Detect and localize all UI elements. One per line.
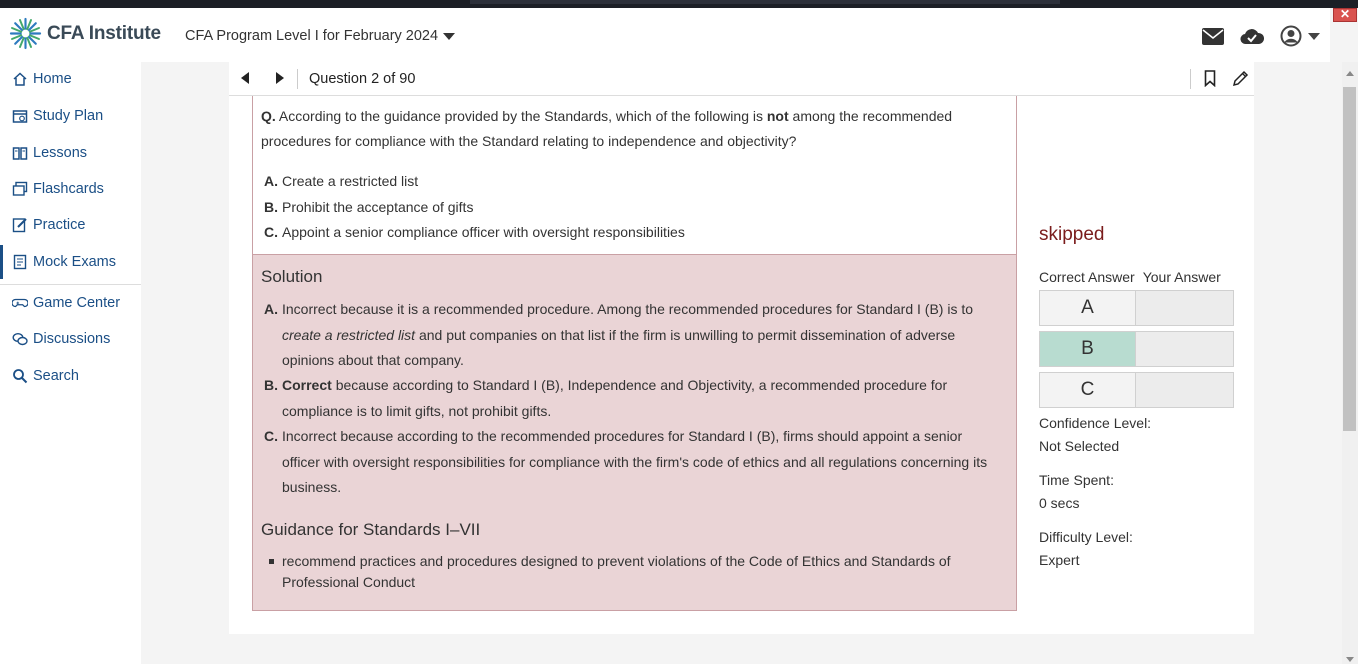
bookmark-icon[interactable]	[1204, 70, 1216, 87]
choice-letter: B.	[264, 199, 278, 215]
toolbar-divider	[297, 69, 298, 89]
choice-text: Create a restricted list	[282, 173, 419, 189]
choice-text: Appoint a senior compliance officer with oversight responsibilities	[282, 224, 685, 240]
question-toolbar	[229, 62, 1254, 96]
question-text	[261, 104, 1001, 154]
guidance-bullet	[269, 551, 989, 593]
meta-value: Not Selected	[1039, 438, 1120, 454]
scrollbar-thumb[interactable]	[1343, 87, 1356, 431]
correct-answer-cell: C	[1039, 372, 1136, 408]
search-icon	[12, 368, 28, 384]
sidebar-item-label: Discussions	[33, 331, 111, 347]
sidebar-item-search[interactable]	[0, 359, 141, 393]
brand-name: CFA Institute	[47, 22, 161, 44]
question-text-part: among the recommended procedures for compliance with the Standard relating to independence and objectivity?	[261, 108, 953, 149]
solution-title: Solution	[261, 267, 323, 286]
pencil-icon[interactable]	[1232, 70, 1249, 87]
toolbar-divider	[1190, 69, 1191, 89]
sidebar-item-mock-exams[interactable]	[0, 245, 141, 279]
window-close-button[interactable]: ✕	[1333, 8, 1357, 22]
sidebar-item-label: Home	[33, 71, 72, 87]
explanation-letter: A.	[264, 301, 278, 317]
meta-value: 0 secs	[1039, 495, 1080, 511]
answer-row-a	[1039, 290, 1234, 326]
your-answer-cell	[1136, 372, 1234, 408]
bullet-marker	[269, 559, 274, 564]
cfa-globe-icon	[9, 17, 42, 50]
sidebar-item-label: Search	[33, 368, 79, 384]
answer-table-header	[1039, 269, 1221, 285]
correct-answer-cell: B	[1039, 331, 1136, 367]
page-scrollbar[interactable]	[1342, 62, 1358, 664]
meta-value: Expert	[1039, 552, 1080, 568]
explanation-bold: Correct	[282, 377, 332, 393]
sidebar-item-home[interactable]	[0, 62, 141, 96]
scroll-up-icon[interactable]	[1346, 71, 1354, 76]
sidebar-item-study-plan[interactable]	[0, 99, 141, 133]
question-text-part: According to the guidance provided by the Standards, which of the following is	[278, 108, 763, 124]
gamepad-icon	[12, 295, 28, 311]
question-emphasis: not	[766, 108, 789, 124]
question-counter: Question 2 of 90	[309, 71, 416, 87]
sidebar-item-flashcards[interactable]	[0, 172, 141, 206]
sidebar-nav	[0, 62, 141, 664]
sidebar-item-label: Practice	[33, 217, 86, 233]
choice-letter: A.	[264, 173, 278, 189]
difficulty-level	[1039, 526, 1133, 572]
sidebar-item-label: Mock Exams	[33, 254, 116, 270]
cfa-logo[interactable]	[9, 17, 161, 50]
correct-answer-header: Correct Answer	[1039, 269, 1135, 285]
answer-row-c	[1039, 372, 1234, 408]
browser-tab	[470, 0, 1060, 4]
sidebar-item-lessons[interactable]	[0, 136, 141, 170]
choice-c	[264, 224, 685, 240]
header	[0, 8, 1330, 62]
choice-letter: C.	[264, 224, 278, 240]
your-answer-header: Your Answer	[1142, 269, 1221, 285]
answer-row-b	[1039, 331, 1234, 367]
explanation-a	[264, 297, 1000, 374]
sidebar-item-label: Flashcards	[33, 181, 104, 197]
correct-answer-cell: A	[1039, 290, 1136, 326]
meta-label: Time Spent:	[1039, 472, 1114, 488]
account-icon	[1280, 25, 1302, 47]
chevron-down-icon	[1308, 33, 1320, 40]
choice-a	[264, 173, 418, 189]
meta-label: Confidence Level:	[1039, 415, 1152, 431]
explanation-text: Incorrect because according to the recommended procedures for Standard I (B), firms should appoint a senior officer with oversight responsibilities for compliance with the firm's code of ethics and all regulations concerning its business.	[282, 428, 988, 495]
explanation-text: Incorrect because it is a recommended procedure. Among the recommended procedures for Standard I (B) is to	[282, 301, 974, 317]
explanation-text: because according to Standard I (B), Independence and Objectivity, a recommended procedure for compliance is to limit gifts, not prohibit gifts.	[282, 377, 948, 419]
book-icon	[12, 145, 28, 161]
practice-icon	[12, 217, 28, 233]
explanation-letter: C.	[264, 428, 278, 444]
explanation-italic: create a restricted list	[282, 326, 416, 343]
explanation-c	[264, 424, 1000, 501]
sidebar-item-game-center[interactable]	[0, 286, 141, 320]
choice-b	[264, 199, 473, 215]
chevron-down-icon	[443, 33, 455, 40]
program-selector[interactable]	[185, 28, 455, 44]
program-label: CFA Program Level I for February 2024	[185, 28, 439, 44]
status-label: skipped	[1039, 224, 1105, 245]
choice-text: Prohibit the acceptance of gifts	[282, 199, 474, 215]
time-spent	[1039, 469, 1114, 515]
mock-exam-icon	[12, 254, 28, 270]
your-answer-cell	[1136, 290, 1234, 326]
discussion-icon	[12, 331, 28, 347]
sidebar-item-label: Game Center	[33, 295, 121, 311]
next-question-button[interactable]	[276, 72, 284, 84]
sidebar-item-practice[interactable]	[0, 208, 141, 242]
header-actions	[1202, 25, 1320, 47]
sidebar-divider	[0, 284, 141, 285]
explanation-letter: B.	[264, 377, 278, 393]
question-panel	[252, 96, 1017, 255]
your-answer-cell	[1136, 331, 1234, 367]
explanation-text: and put companies on that list if the firm is unwilling to permit dissemination of adverse opinions about that company.	[282, 326, 956, 368]
guidance-title: Guidance for Standards I–VII	[261, 520, 481, 539]
home-icon	[12, 71, 28, 87]
solution-panel	[252, 255, 1017, 611]
scroll-down-icon[interactable]	[1346, 657, 1354, 662]
question-prefix: Q.	[261, 108, 276, 124]
calendar-icon	[12, 108, 28, 124]
account-menu[interactable]	[1280, 25, 1320, 47]
confidence-level	[1039, 412, 1151, 458]
mail-icon[interactable]	[1202, 28, 1224, 45]
previous-question-button[interactable]	[241, 72, 249, 84]
flashcards-icon	[12, 181, 28, 197]
guidance-bullet-text: recommend practices and procedures designed to prevent violations of the Code of Ethics and Standards of Professional Conduct	[282, 553, 951, 590]
explanation-b	[264, 373, 1000, 424]
meta-label: Difficulty Level:	[1039, 529, 1133, 545]
sidebar-item-discussions[interactable]	[0, 322, 141, 356]
browser-top-strip	[0, 0, 1358, 8]
sidebar-item-label: Study Plan	[33, 108, 104, 124]
sidebar-item-label: Lessons	[33, 145, 88, 161]
cloud-check-icon[interactable]	[1240, 27, 1264, 45]
